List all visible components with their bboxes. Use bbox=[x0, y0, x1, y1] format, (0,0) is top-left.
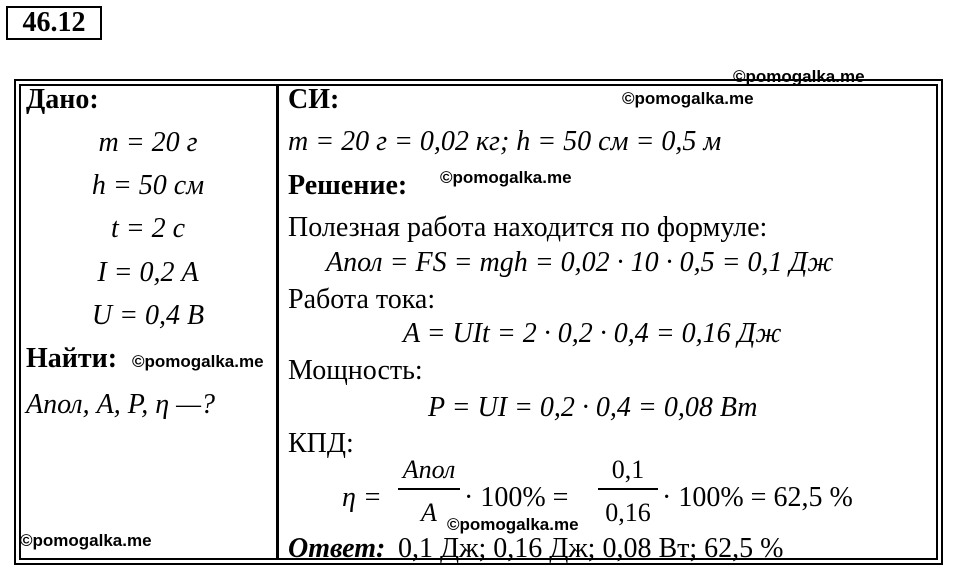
given-title: Дано: bbox=[26, 84, 99, 115]
watermark: ©pomogalka.me bbox=[132, 352, 264, 371]
solution-title: Решение: bbox=[288, 170, 408, 201]
efficiency-text: КПД: bbox=[288, 428, 354, 459]
given-item-voltage: U = 0,4 В bbox=[91, 300, 205, 331]
efficiency-mid: · 100% = bbox=[464, 482, 569, 513]
watermark: ©pomogalka.me bbox=[733, 67, 865, 86]
efficiency-rhs: · 100% = 62,5 % bbox=[662, 482, 853, 513]
useful-work-formula: Aпол = FS = mgh = 0,02 · 10 · 0,5 = 0,1 Дж bbox=[326, 247, 834, 278]
given-item-time: t = 2 с bbox=[110, 213, 186, 244]
answer-label: Ответ: bbox=[288, 533, 386, 564]
efficiency-frac1-bar bbox=[398, 488, 460, 490]
watermark: ©pomogalka.me bbox=[447, 515, 579, 534]
given-item-height: h = 50 см bbox=[91, 170, 205, 201]
find-title: Найти: bbox=[26, 343, 118, 374]
problem-number: 46.12 bbox=[6, 6, 102, 40]
si-title: СИ: bbox=[288, 84, 340, 115]
column-divider bbox=[276, 84, 279, 560]
find-value: Aпол, A, P, η —? bbox=[26, 389, 215, 420]
watermark: ©pomogalka.me bbox=[20, 531, 152, 550]
answer-value: 0,1 Дж; 0,16 Дж; 0,08 Вт; 62,5 % bbox=[398, 533, 784, 564]
watermark: ©pomogalka.me bbox=[622, 89, 754, 108]
efficiency-frac2-denominator: 0,16 bbox=[605, 498, 651, 527]
si-conversion: m = 20 г = 0,02 кг; h = 50 см = 0,5 м bbox=[288, 126, 722, 157]
efficiency-lhs: η = bbox=[342, 482, 382, 513]
efficiency-frac2-numerator: 0,1 bbox=[611, 455, 645, 484]
given-item-mass: m = 20 г bbox=[98, 127, 198, 158]
efficiency-frac1-numerator: Aпол bbox=[402, 455, 456, 484]
current-work-text: Работа тока: bbox=[288, 284, 436, 315]
useful-work-text: Полезная работа находится по формуле: bbox=[288, 212, 768, 243]
power-text: Мощность: bbox=[288, 355, 423, 386]
efficiency-frac1-denominator: A bbox=[421, 498, 437, 527]
power-formula: P = UI = 0,2 · 0,4 = 0,08 Вт bbox=[428, 392, 758, 423]
watermark: ©pomogalka.me bbox=[440, 168, 572, 187]
given-item-current: I = 0,2 А bbox=[97, 257, 199, 288]
current-work-formula: A = UIt = 2 · 0,2 · 0,4 = 0,16 Дж bbox=[403, 318, 782, 349]
efficiency-frac2-bar bbox=[598, 488, 658, 490]
